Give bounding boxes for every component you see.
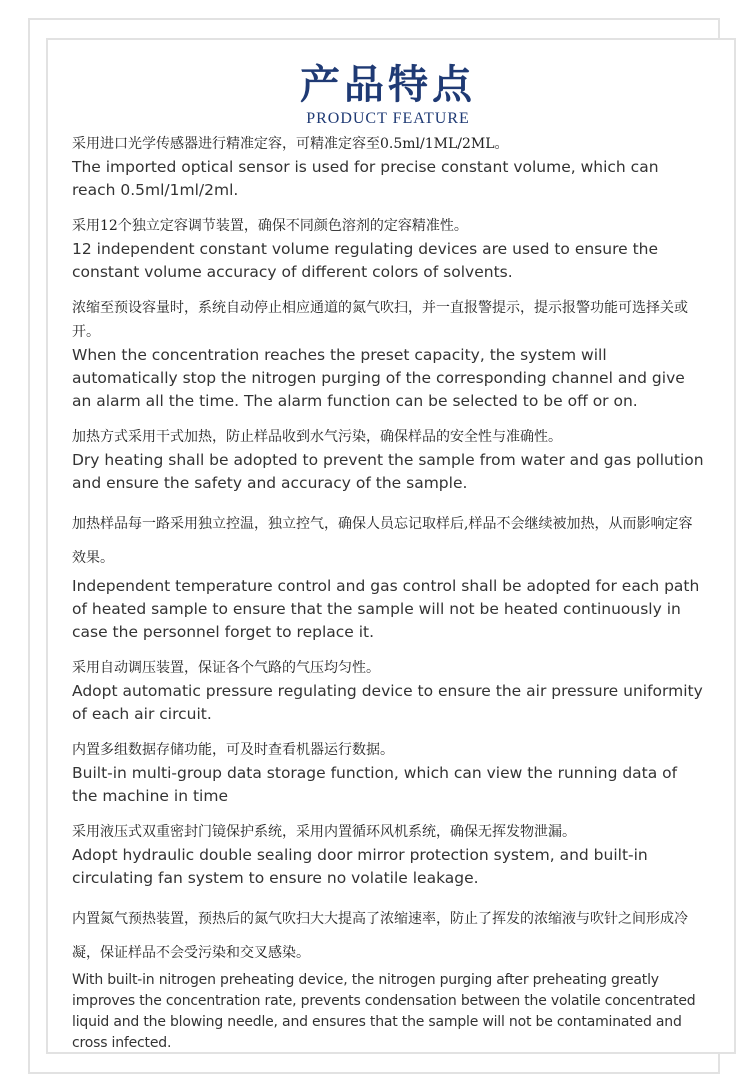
feature-zh: 采用进口光学传感器进行精准定容，可精准定容至0.5ml/1ML/2ML。: [72, 136, 509, 152]
feature-zh: 采用12个独立定容调节装置，确保不同颜色溶剂的定容精准性。: [72, 218, 468, 234]
page-subtitle: PRODUCT FEATURE: [306, 110, 470, 127]
feature-zh: 加热样品每一路采用独立控温，独立控气，确保人员忘记取样后,样品不会继续被加热，从而影响定容效果。: [72, 516, 693, 566]
feature-zh: 加热方式采用干式加热，防止样品收到水气污染，确保样品的安全性与准确性。: [72, 429, 562, 445]
feature-en: With built-in nitrogen preheating device, the nitrogen purging after preheating greatly improves the concentration rate, prevents condensation between the volatile concentrated liquid and the blowing needle, and ensures that the sample will not be contaminated and cross infected.: [72, 972, 696, 1051]
feature-zh: 浓缩至预设容量时，系统自动停止相应通道的氮气吹扫，并一直报警提示，提示报警功能可选择关或开。: [72, 300, 688, 340]
feature-item: [72, 738, 704, 808]
feature-zh: 采用液压式双重密封门镜保护系统，采用内置循环风机系统，确保无挥发物泄漏。: [72, 824, 576, 840]
feature-item: [72, 507, 704, 644]
feature-item: [72, 132, 704, 202]
page-title: 产品特点: [300, 61, 476, 108]
feature-item: [72, 296, 704, 413]
feature-item: [72, 656, 704, 726]
feature-item: [72, 425, 704, 495]
feature-en: Adopt automatic pressure regulating device to ensure the air pressure uniformity of each air circuit.: [72, 682, 703, 723]
feature-panel: [72, 62, 704, 1054]
feature-en: Built-in multi-group data storage function, which can view the running data of the machine in time: [72, 764, 678, 805]
feature-en: The imported optical sensor is used for precise constant volume, which can reach 0.5ml/1ml/2ml.: [72, 158, 659, 199]
feature-en: Dry heating shall be adopted to prevent the sample from water and gas pollution and ensure the safety and accuracy of the sample.: [72, 451, 704, 492]
feature-en: When the concentration reaches the preset capacity, the system will automatically stop the nitrogen purging of the corresponding channel and give an alarm all the time. The alarm function can be selected to be off or on.: [72, 346, 685, 410]
feature-item: [72, 214, 704, 284]
feature-item: [72, 902, 704, 1054]
feature-en: Adopt hydraulic double sealing door mirror protection system, and built-in circulating fan system to ensure no volatile leakage.: [72, 846, 648, 887]
feature-zh: 内置氮气预热装置，预热后的氮气吹扫大大提高了浓缩速率，防止了挥发的浓缩液与吹针之间形成冷凝，保证样品不会受污染和交叉感染。: [72, 911, 688, 961]
feature-en: 12 independent constant volume regulating devices are used to ensure the constant volume accuracy of different colors of solvents.: [72, 240, 659, 281]
feature-zh: 内置多组数据存储功能，可及时查看机器运行数据。: [72, 742, 394, 758]
feature-zh: 采用自动调压装置，保证各个气路的气压均匀性。: [72, 660, 380, 676]
feature-en: Independent temperature control and gas control shall be adopted for each path of heated sample to ensure that the sample will not be heated continuously in case the personnel forget to replace it.: [72, 577, 700, 641]
feature-item: [72, 820, 704, 890]
